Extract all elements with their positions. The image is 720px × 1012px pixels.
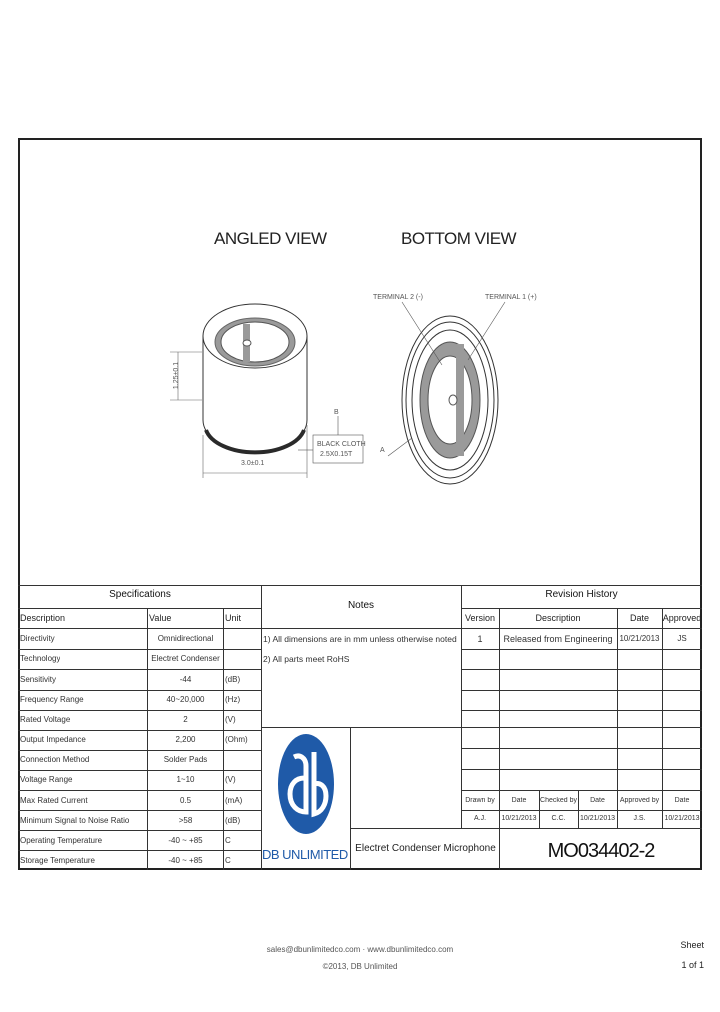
- spec-unit: (V): [225, 775, 236, 784]
- spec-description: Technology: [20, 654, 61, 663]
- callout-a: A: [380, 447, 385, 454]
- label-date-1: Date: [511, 797, 527, 804]
- height-dimension: 1.25±0.1: [173, 361, 181, 390]
- spec-unit: (dB): [225, 816, 241, 825]
- spec-header-value: Value: [149, 613, 172, 623]
- spec-unit: C: [225, 836, 231, 845]
- diameter-dimension: 3.0±0.1: [241, 460, 265, 467]
- spec-value: >58: [178, 816, 193, 825]
- value-approved-by: J.S.: [633, 815, 646, 822]
- label-approved-by: Approved by: [619, 797, 660, 804]
- spec-value: 2: [183, 715, 188, 724]
- spec-value: 40~20,000: [166, 695, 205, 704]
- spec-value: 2,200: [175, 735, 196, 744]
- drawing-frame: [18, 138, 702, 870]
- spec-header-description: Description: [20, 613, 66, 623]
- spec-description: Rated Voltage: [20, 715, 71, 724]
- part-number: MO034402-2: [547, 840, 655, 862]
- product-name: Electret Condenser Microphone: [355, 843, 496, 854]
- spec-description: Frequency Range: [20, 695, 84, 704]
- bottom-view-drawing: [388, 302, 505, 484]
- spec-unit: (V): [225, 715, 236, 724]
- label-drawn-by: Drawn by: [465, 797, 495, 804]
- spec-header-unit: Unit: [225, 613, 242, 623]
- sheet-label: Sheet: [680, 940, 704, 950]
- spec-value: -44: [179, 675, 192, 684]
- specifications-title: Specifications: [109, 589, 171, 600]
- spec-unit: C: [225, 856, 231, 865]
- label-date-2: Date: [590, 797, 605, 804]
- spec-description: Output Impedance: [20, 735, 86, 744]
- spec-value: Electret Condenser: [151, 654, 220, 663]
- value-date-2: 10/21/2013: [579, 815, 616, 822]
- revision-history-title: Revision History: [545, 589, 618, 600]
- value-drawn-by: A.J.: [473, 815, 487, 822]
- spec-value: Solder Pads: [163, 755, 208, 764]
- rev-description: Released from Engineering: [503, 634, 613, 644]
- note-item: 1) All dimensions are in mm unless otherwise noted: [263, 634, 457, 644]
- value-checked-by: C.C.: [551, 815, 566, 822]
- title-block-top: [18, 585, 702, 586]
- company-logo: [276, 732, 336, 836]
- footer-copyright: ©2013, DB Unlimited: [322, 962, 398, 971]
- spec-description: Storage Temperature: [20, 856, 96, 865]
- callout-b: B: [334, 409, 339, 416]
- spec-unit: (Hz): [225, 695, 241, 704]
- angled-view-title: ANGLED VIEW: [214, 229, 327, 248]
- rev-header-approved: Approved: [662, 613, 702, 623]
- spec-description: Operating Temperature: [20, 836, 103, 845]
- spec-value: -40 ~ +85: [168, 856, 203, 865]
- sheet-value: 1 of 1: [681, 960, 704, 970]
- spec-unit: (dB): [225, 675, 241, 684]
- callout-label-1: BLACK CLOTH: [317, 441, 366, 448]
- center-hole: [449, 395, 457, 405]
- spec-description: Connection Method: [20, 755, 90, 764]
- logo-text: DB UNLIMITED: [262, 847, 348, 862]
- technical-drawing: [150, 280, 550, 490]
- value-date-1: 10/21/2013: [501, 815, 537, 822]
- terminal-2-label: TERMINAL 2 (-): [373, 294, 423, 301]
- angled-center-hole: [243, 340, 251, 346]
- value-date-3: 10/21/2013: [664, 815, 700, 822]
- spec-unit: (mA): [225, 796, 243, 805]
- terminal-1-label: TERMINAL 1 (+): [485, 294, 537, 301]
- spec-description: Directivity: [20, 634, 55, 643]
- callout-label-2: 2.5X0.15T: [320, 451, 353, 458]
- label-date-3: Date: [674, 797, 690, 804]
- rev-header-date: Date: [629, 613, 649, 623]
- label-checked-by: Checked by: [540, 797, 577, 804]
- rev-approved: JS: [677, 634, 687, 643]
- rev-date: 10/21/2013: [619, 634, 660, 643]
- spec-value: 1~10: [176, 775, 195, 784]
- spec-unit: (Ohm): [225, 735, 248, 744]
- spec-value: -40 ~ +85: [168, 836, 203, 845]
- footer-contact: sales@dbunlimitedco.com · www.dbunlimitedco.com: [266, 945, 454, 954]
- notes-title: Notes: [347, 600, 375, 611]
- rev-header-description: Description: [535, 613, 581, 623]
- spec-value: Omnidirectional: [157, 634, 214, 643]
- angled-inner-ring: [221, 322, 289, 362]
- spec-value: 0.5: [179, 796, 192, 805]
- spec-description: Sensitivity: [20, 675, 57, 684]
- note-item: 2) All parts meet RoHS: [263, 654, 350, 664]
- bottom-view-title: BOTTOM VIEW: [401, 229, 517, 248]
- rev-version: 1: [477, 634, 483, 644]
- spec-description: Minimum Signal to Noise Ratio: [20, 816, 130, 825]
- spec-description: Max Rated Current: [20, 796, 88, 805]
- spec-description: Voltage Range: [20, 775, 73, 784]
- rev-header-version: Version: [464, 613, 496, 623]
